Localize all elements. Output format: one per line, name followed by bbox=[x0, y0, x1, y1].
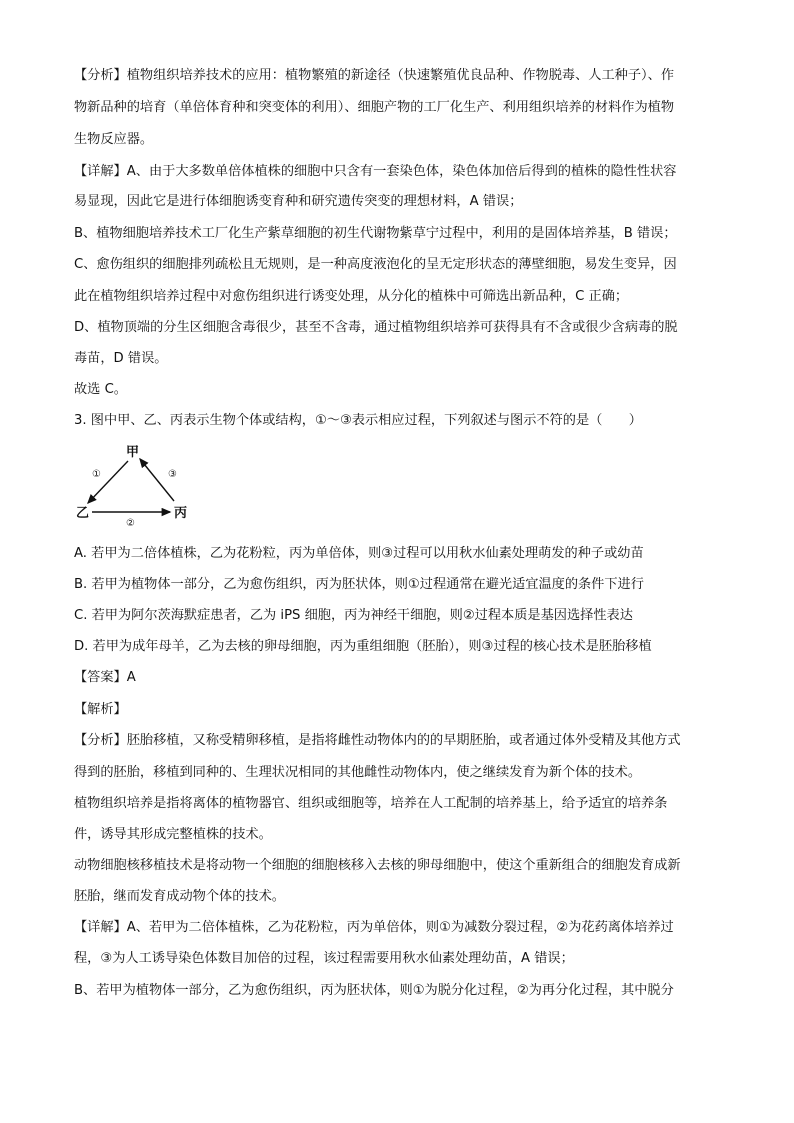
process-diagram bbox=[74, 443, 204, 528]
option-b: B. 若甲为植物体一部分，乙为愈伤组织，丙为胚状体，则①过程通常在避光适宜温度的条件下进行 bbox=[74, 577, 644, 592]
node-jia: 甲 bbox=[126, 445, 140, 460]
analysis-line: 胚胎，继而发育成动物个体的技术。 bbox=[74, 889, 285, 904]
detail-line: B、若甲为植物体一部分，乙为愈伤组织，丙为胚状体，则①为脱分化过程，②为再分化过程，其中脱分 bbox=[74, 983, 674, 998]
step2-marker: ② bbox=[126, 518, 135, 528]
detail-line: B、植物细胞培养技术工厂化生产紫草细胞的初生代谢物紫草宁过程中，利用的是固体培养基，B 错误； bbox=[74, 226, 677, 241]
answer-line: 【答案】A bbox=[74, 670, 136, 685]
arrow-step1 bbox=[88, 461, 128, 503]
option-d: D. 若甲为成年母羊，乙为去核的卵母细胞，丙为重组细胞（胚胎），则③过程的核心技术是胚胎移植 bbox=[74, 639, 652, 654]
node-bing: 丙 bbox=[174, 506, 188, 521]
detail-line: 程，③为人工诱导染色体数目加倍的过程，该过程需要用秋水仙素处理幼苗，A 错误； bbox=[74, 951, 574, 966]
detail-line: 【详解】A、由于大多数单倍体植株的细胞中只含有一套染色体，染色体加倍后得到的植株的隐性性状容 bbox=[74, 164, 677, 179]
step3-marker: ③ bbox=[168, 469, 177, 480]
analysis-line: 【分析】胚胎移植，又称受精卵移植，是指将雌性动物体内的的早期胚胎，或者通过体外受精及其他方式 bbox=[74, 733, 681, 748]
detail-line: C、愈伤组织的细胞排列疏松且无规则，是一种高度液泡化的呈无定形状态的薄壁细胞，易发生变异，因 bbox=[74, 257, 677, 272]
question-stem: 3. 图中甲、乙、丙表示生物个体或结构，①～③表示相应过程，下列叙述与图示不符的是（ ） bbox=[74, 413, 642, 428]
option-c: C. 若甲为阿尔茨海默症患者，乙为 iPS 细胞，丙为神经干细胞，则②过程本质是基因选择性表达 bbox=[74, 608, 633, 623]
detail-line: 毒苗，D 错误。 bbox=[74, 351, 168, 366]
analysis-line: 件，诱导其形成完整植株的技术。 bbox=[74, 827, 272, 842]
detail-line: D、植物顶端的分生区细胞含毒很少，甚至不含毒，通过植物组织培养可获得具有不含或很少含病毒的脱 bbox=[74, 320, 678, 335]
analysis-line: 物新品种的培育（单倍体育种和突变体的利用）、细胞产物的工厂化生产、利用组织培养的材料作为植物 bbox=[74, 100, 675, 115]
analysis-line: 得到的胚胎，移植到同种的、生理状况相同的其他雌性动物体内，使之继续发育为新个体的技术。 bbox=[74, 765, 642, 780]
detail-line: 此在植物组织培养过程中对愈伤组织进行诱变处理，从分化的植株中可筛选出新品种，C 正确； bbox=[74, 289, 629, 304]
detail-line: 【详解】A、若甲为二倍体植株，乙为花粉粒，丙为单倍体，则①为减数分裂过程，②为花药离体培养过 bbox=[74, 920, 674, 935]
detail-line: 易显现，因此它是进行体细胞诱变育种和研究遗传突变的理想材料，A 错误； bbox=[74, 194, 523, 209]
option-a: A. 若甲为二倍体植株，乙为花粉粒，丙为单倍体，则③过程可以用秋水仙素处理萌发的种子或幼苗 bbox=[74, 546, 644, 561]
node-yi: 乙 bbox=[76, 506, 90, 521]
analysis-line: 【分析】植物组织培养技术的应用：植物繁殖的新途径（快速繁殖优良品种、作物脱毒、人工种子）、作 bbox=[74, 68, 675, 83]
analysis-line: 生物反应器。 bbox=[74, 132, 154, 147]
arrow-step3 bbox=[140, 459, 174, 501]
explanation-heading: 【解析】 bbox=[74, 702, 127, 717]
triangle-diagram-svg bbox=[74, 443, 204, 528]
analysis-line: 植物组织培养是指将离体的植物器官、组织或细胞等，培养在人工配制的培养基上，给予适宜的培养条 bbox=[74, 796, 668, 811]
conclusion-line: 故选 C。 bbox=[74, 382, 127, 397]
step1-marker: ① bbox=[92, 469, 101, 480]
analysis-line: 动物细胞核移植技术是将动物一个细胞的细胞核移入去核的卵母细胞中，使这个重新组合的细胞发育成新 bbox=[74, 858, 681, 873]
